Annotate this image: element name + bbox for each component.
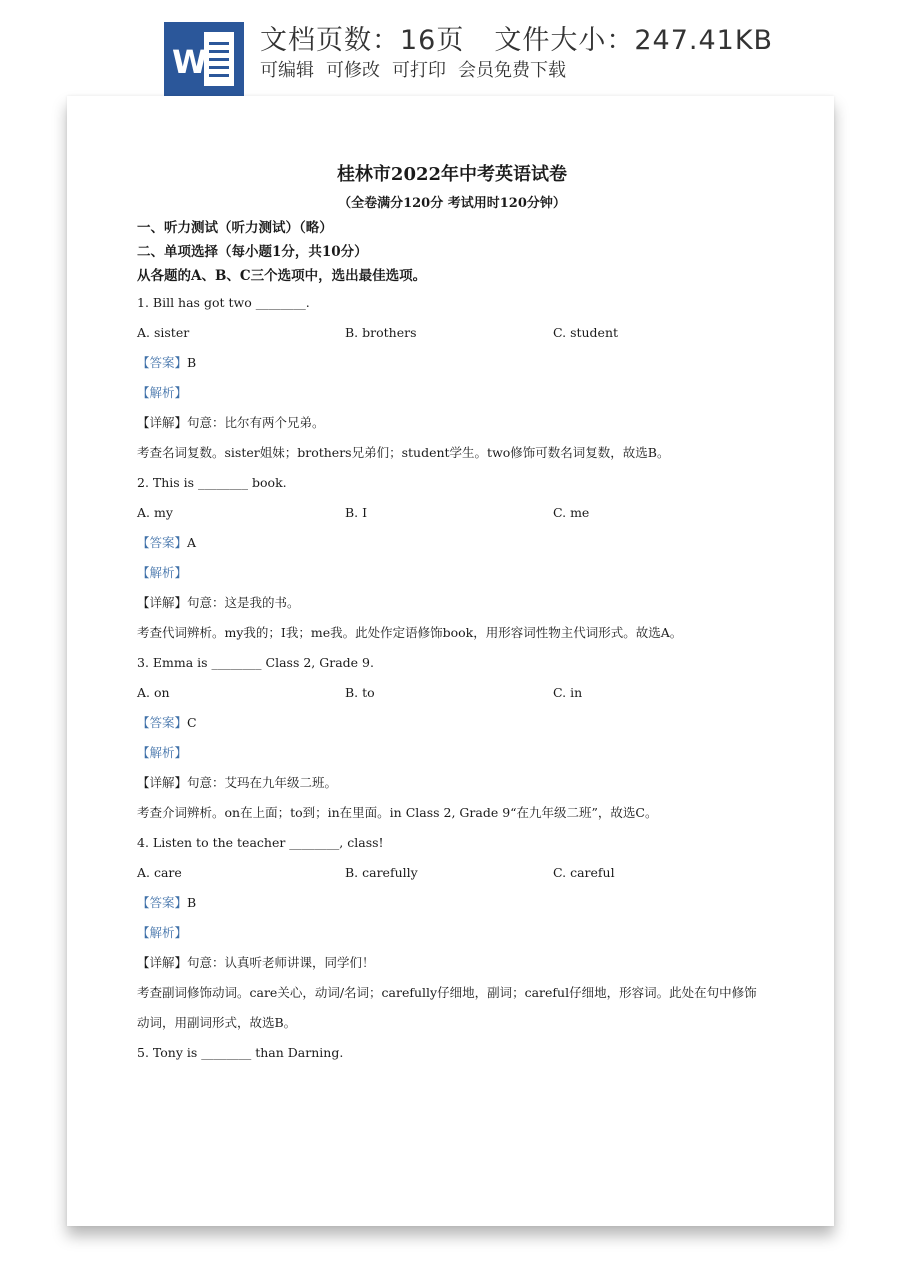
question-stem-5: 5. Tony is ________ than Darning.	[137, 1045, 344, 1060]
analysis-line	[137, 378, 767, 408]
document-page	[67, 96, 834, 1226]
document-content	[137, 158, 767, 1068]
option-c: C. me	[553, 505, 590, 520]
answer-value: B	[187, 895, 197, 910]
question-options	[137, 498, 767, 528]
word-document-icon	[164, 22, 244, 96]
explanation: 考查名词复数。sister姐妹；brothers兄弟们；student学生。two修饰可数名词复数，故选B。	[137, 445, 670, 460]
explanation: 考查介词辨析。on在上面；to到；in在里面。in Class 2, Grade 9“在九年级二班”，故选C。	[137, 805, 658, 820]
detail-tag: 【详解】	[137, 955, 188, 970]
answer-line	[137, 888, 767, 918]
answer-line	[137, 348, 767, 378]
document-title: 桂林市2022年中考英语试卷	[336, 164, 568, 185]
feature-list	[260, 56, 880, 82]
option-a: A. sister	[137, 325, 190, 340]
sentence-meaning: 句意：认真听老师讲课，同学们！	[187, 955, 375, 970]
detail-tag: 【详解】	[137, 775, 188, 790]
option-a: A. on	[137, 685, 170, 700]
analysis-tag: 【解析】	[137, 385, 188, 400]
feature-printable: 可打印	[392, 60, 446, 81]
explanation: 考查副词修饰动词。care关心，动词/名词；carefully仔细地，副词；careful仔细地，形容词。此处在句中修饰动词，用副词形式，故选B。	[137, 985, 757, 1030]
analysis-tag: 【解析】	[137, 745, 188, 760]
sentence-meaning: 句意：艾玛在九年级二班。	[187, 775, 338, 790]
question-options	[137, 678, 767, 708]
answer-line	[137, 708, 767, 738]
feature-member-download: 会员免费下载	[458, 60, 566, 81]
option-b: B. brothers	[345, 325, 417, 340]
question-block-4	[137, 828, 767, 1038]
detail-tag: 【详解】	[137, 595, 188, 610]
section-single-choice: 二、单项选择（每小题1分，共10分）	[137, 244, 368, 260]
option-c: C. student	[553, 325, 619, 340]
explanation: 考查代词辨析。my我的；I我；me我。此处作定语修饰book，用形容词性物主代词形式。故选A。	[137, 625, 683, 640]
detail-line	[137, 408, 767, 438]
download-banner	[0, 0, 900, 96]
option-b: B. to	[345, 685, 375, 700]
question-stem: 1. Bill has got two ________.	[137, 295, 310, 310]
section-instruction: 从各题的A、B、C三个选项中，选出最佳选项。	[137, 268, 427, 284]
answer-tag: 【答案】	[137, 895, 188, 910]
option-b: B. I	[345, 505, 368, 520]
feature-modifiable: 可修改	[326, 60, 380, 81]
sentence-meaning: 句意：这是我的书。	[187, 595, 300, 610]
detail-line	[137, 588, 767, 618]
answer-value: B	[187, 355, 197, 370]
question-options	[137, 858, 767, 888]
question-options	[137, 318, 767, 348]
detail-line	[137, 948, 767, 978]
answer-value: A	[187, 535, 197, 550]
file-size: 文件大小：247.41KB	[494, 25, 774, 56]
option-a: A. my	[137, 505, 173, 520]
question-block-1	[137, 288, 767, 468]
answer-tag: 【答案】	[137, 715, 188, 730]
option-a: A. care	[137, 865, 182, 880]
document-subtitle: （全卷满分120分 考试用时120分钟）	[338, 196, 566, 211]
detail-line	[137, 768, 767, 798]
question-block-3	[137, 648, 767, 828]
file-info	[260, 18, 880, 58]
analysis-line	[137, 738, 767, 768]
sentence-meaning: 句意：比尔有两个兄弟。	[187, 415, 325, 430]
question-stem: 3. Emma is ________ Class 2, Grade 9.	[137, 655, 374, 670]
section-listening: 一、听力测试（听力测试）（略）	[137, 220, 333, 236]
detail-tag: 【详解】	[137, 415, 188, 430]
answer-tag: 【答案】	[137, 355, 188, 370]
analysis-line	[137, 558, 767, 588]
answer-tag: 【答案】	[137, 535, 188, 550]
page-count: 文档页数：16页	[260, 25, 465, 56]
answer-line	[137, 528, 767, 558]
analysis-tag: 【解析】	[137, 925, 188, 940]
option-c: C. careful	[553, 865, 615, 880]
question-stem: 2. This is ________ book.	[137, 475, 287, 490]
question-block-2	[137, 468, 767, 648]
analysis-tag: 【解析】	[137, 565, 188, 580]
answer-value: C	[187, 715, 197, 730]
question-list	[137, 288, 767, 1038]
question-stem: 4. Listen to the teacher ________, class!	[137, 835, 384, 850]
analysis-line	[137, 918, 767, 948]
option-c: C. in	[553, 685, 583, 700]
word-letter: W	[172, 43, 208, 81]
feature-editable: 可编辑	[260, 60, 314, 81]
option-b: B. carefully	[345, 865, 418, 880]
